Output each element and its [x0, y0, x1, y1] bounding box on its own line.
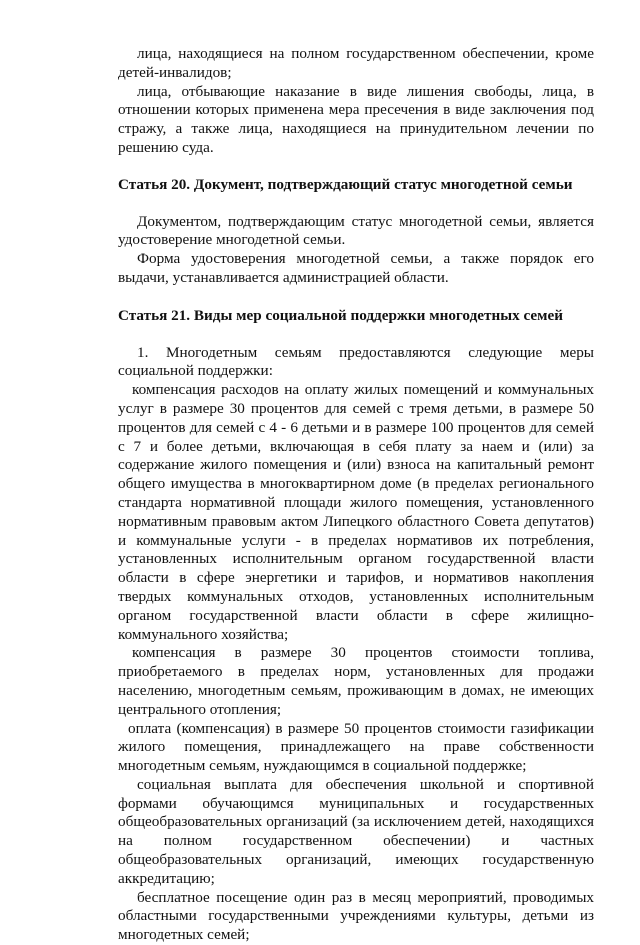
list-item: оплата (компенсация) в размере 50 процентов стоимости газификации жилого помещения, принадлежащего на праве собственности многодетным семьям, нуждающимся в социальной поддержке; — [118, 719, 594, 775]
document-body — [118, 45, 594, 945]
article-20-heading: Статья 20. Документ, подтверждающий статус многодетной семьи — [118, 175, 573, 193]
article-21-heading: Статья 21. Виды мер социальной поддержки многодетных семей — [118, 306, 563, 324]
list-item: компенсация расходов на оплату жилых помещений и коммунальных услуг в размере 30 процентов для семей с тремя детьми, в размере 50 процентов для семей с 4 - 6 детьми и в размере 100 процентов для семей с 7 и более детьми, включающая в себя плату за наем и (или) за содержание жилого помещения и (или) взноса на капитальный ремонт общего имущества в многоквартирном доме (в пределах регионального стандарта нормативной площади жилого помещения, установленного нормативным правовым актом Липецкого областного Совета депутатов) и коммунальные услуги - в пределах нормативов их потребления, установленных исполнительным органом государственной власти области в сфере энергетики и тарифов, и нормативов накопления твердых коммунальных отходов, установленных исполнительным органом государственной власти области в сфере жилищно-коммунального хозяйства; — [118, 381, 594, 643]
paragraph: 1. Многодетным семьям предоставляются следующие меры социальной поддержки: — [118, 343, 594, 380]
paragraph: лица, отбывающие наказание в виде лишения свободы, лица, в отношении которых применена мера пресечения в виде заключения под стражу, а также лица, находящиеся на принудительном лечении по решению суда. — [118, 82, 594, 156]
list-item: компенсация в размере 30 процентов стоимости топлива, приобретаемого в пределах норм, установленных для продажи населению, многодетным семьям, проживающим в домах, не имеющих центрального отопления; — [118, 644, 594, 718]
paragraph: Форма удостоверения многодетной семьи, а также порядок его выдачи, устанавливается администрацией области. — [118, 250, 594, 286]
paragraph: Документом, подтверждающим статус многодетной семьи, является удостоверение многодетной семьи. — [118, 212, 594, 249]
paragraph: лица, находящиеся на полном государственном обеспечении, кроме детей-инвалидов; — [118, 45, 594, 81]
list-item: бесплатное посещение один раз в месяц мероприятий, проводимых областными государственными учреждениями культуры, детьми из многодетных семей; — [118, 888, 594, 944]
list-item: социальная выплата для обеспечения школьной и спортивной формами обучающимся муниципальных и государственных общеобразовательных организаций (за исключением детей, находящихся на полном государственном обеспечении) и частных общеобразовательных организаций, имеющих государственную аккредитацию; — [118, 775, 594, 887]
